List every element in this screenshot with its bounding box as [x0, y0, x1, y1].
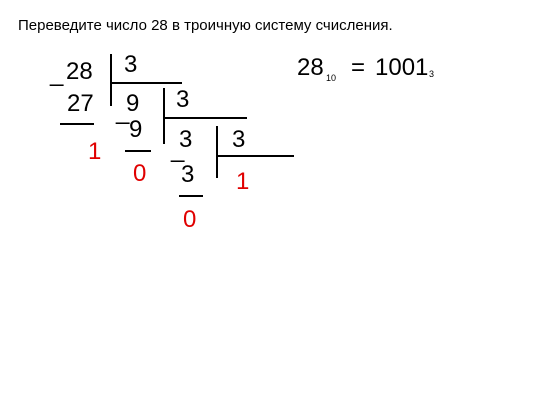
minus-sign-3: _ — [171, 136, 185, 163]
divider-vertical-1 — [110, 54, 112, 106]
dividend-28: 28 — [66, 58, 93, 85]
divisor-3-step3: 3 — [232, 126, 246, 153]
task-text: Переведите число 28 в троичную систему счисления. — [18, 17, 393, 34]
divider-horizontal-2 — [163, 117, 247, 119]
subtract-line-3 — [179, 195, 203, 197]
result-value: 1001 — [375, 54, 429, 81]
divider-vertical-3 — [216, 126, 218, 178]
quotient-9: 9 — [126, 90, 140, 117]
quotient-1: 1 — [236, 168, 250, 195]
result-to-base: 3 — [429, 69, 435, 79]
divisor-3-step1: 3 — [124, 51, 138, 78]
subtract-9: 9 — [129, 116, 143, 143]
divider-horizontal-1 — [110, 82, 182, 84]
remainder-0-step2: 0 — [133, 160, 147, 187]
result-from-base: 10 — [326, 73, 337, 83]
result-equals: = — [351, 54, 366, 81]
subtract-3: 3 — [181, 161, 195, 188]
remainder-0-step3: 0 — [183, 206, 197, 233]
subtract-line-1 — [60, 123, 94, 125]
quotient-3: 3 — [179, 126, 193, 153]
divider-vertical-2 — [163, 88, 165, 144]
result-number: 28 — [297, 54, 324, 81]
divider-horizontal-3 — [216, 155, 294, 157]
subtract-27: 27 — [67, 90, 94, 117]
remainder-1: 1 — [88, 138, 102, 165]
minus-sign-1: _ — [50, 60, 64, 87]
subtract-line-2 — [125, 150, 151, 152]
minus-sign-2: _ — [116, 98, 130, 125]
divisor-3-step2: 3 — [176, 86, 190, 113]
